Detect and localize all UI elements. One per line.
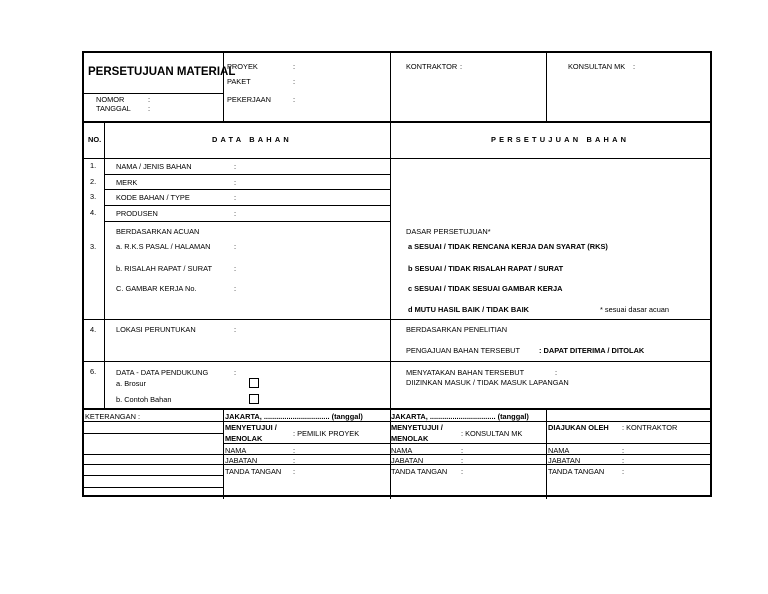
divider: [84, 487, 223, 488]
tanda-colon: :: [622, 467, 625, 476]
paket-colon: :: [293, 77, 296, 86]
menolak-label: MENOLAK: [225, 434, 263, 443]
divider: [104, 189, 390, 190]
kontraktor-label: KONTRAKTOR: [406, 62, 458, 71]
item-label: NAMA / JENIS BAHAN: [116, 162, 192, 171]
jabatan-label: JABATAN: [391, 456, 424, 465]
divider: [223, 443, 710, 444]
material-approval-form: [82, 51, 712, 497]
item-colon: :: [234, 264, 237, 273]
tanggal-label: TANGGAL: [96, 104, 131, 113]
item-number: 4.: [90, 325, 97, 334]
persetujuan-bahan-heading: PERSETUJUAN BAHAN: [491, 135, 630, 144]
konsultan-mk-label: : KONSULTAN MK: [461, 429, 523, 438]
acuan-title: BERDASARKAN ACUAN: [116, 227, 200, 236]
divider: [84, 361, 710, 362]
paket-label: PAKET: [227, 77, 251, 86]
acuan-c: C. GAMBAR KERJA No.: [116, 284, 197, 293]
item-label: PRODUSEN: [116, 209, 158, 218]
dasar-label: DASAR PERSETUJUAN*: [406, 227, 491, 236]
item-colon: :: [234, 284, 237, 293]
diajukan-label: DIAJUKAN OLEH: [548, 423, 609, 432]
divider: [546, 53, 547, 122]
item-number: 4.: [90, 208, 97, 217]
jabatan-label: JABATAN: [548, 456, 581, 465]
contoh-label: b. Contoh Bahan: [116, 395, 172, 404]
penelitian-label: BERDASARKAN PENELITIAN: [406, 325, 508, 334]
jabatan-colon: :: [622, 456, 625, 465]
divider: [104, 221, 390, 222]
nama-label: NAMA: [391, 446, 413, 455]
divider: [104, 174, 390, 175]
divider: [84, 93, 223, 94]
divider: [104, 205, 390, 206]
item-colon: :: [234, 178, 237, 187]
item-colon: :: [234, 325, 237, 334]
approval-note: * sesuai dasar acuan: [600, 305, 670, 314]
tanda-label: TANDA TANGAN: [391, 467, 448, 476]
divider: [223, 53, 224, 122]
pemilik-label: : PEMILIK PROYEK: [293, 429, 360, 438]
pekerjaan-colon: :: [293, 95, 296, 104]
nomor-colon: :: [148, 95, 151, 104]
nama-label: NAMA: [548, 446, 570, 455]
nomor-label: NOMOR: [96, 95, 125, 104]
menyatakan-label: MENYATAKAN BAHAN TERSEBUT: [406, 368, 525, 377]
diizinkan-label: DIIZINKAN MASUK / TIDAK MASUK LAPANGAN: [406, 378, 569, 387]
konsultan-label: KONSULTAN MK: [568, 62, 626, 71]
approval-c: c SESUAI / TIDAK SESUAI GAMBAR KERJA: [408, 284, 563, 293]
item-colon: :: [234, 193, 237, 202]
tanda-label: TANDA TANGAN: [548, 467, 605, 476]
menyetujui-label: MENYETUJUI /: [225, 423, 277, 432]
jabatan-colon: :: [293, 456, 296, 465]
item-number: 3.: [90, 192, 97, 201]
divider: [84, 421, 710, 422]
no-heading: NO.: [88, 135, 102, 144]
proyek-colon: :: [293, 62, 296, 71]
jakarta-date: JAKARTA, ................................ (tanggal): [391, 412, 529, 421]
kontraktor-colon: :: [460, 62, 463, 71]
divider: [84, 158, 710, 159]
form-title: PERSETUJUAN MATERIAL: [88, 66, 236, 78]
jakarta-date: JAKARTA, ................................ (tanggal): [225, 412, 363, 421]
item-colon: :: [234, 162, 237, 171]
tanggal-colon: :: [148, 104, 151, 113]
proyek-label: PROYEK: [227, 62, 258, 71]
keterangan-label: KETERANGAN :: [85, 412, 141, 421]
brosur-label: a. Brosur: [116, 379, 146, 388]
jabatan-label: JABATAN: [225, 456, 258, 465]
acuan-a: a. R.K.S PASAL / HALAMAN: [116, 242, 211, 251]
approval-b: b SESUAI / TIDAK RISALAH RAPAT / SURAT: [408, 264, 564, 273]
tanda-label: TANDA TANGAN: [225, 467, 282, 476]
menolak-label: MENOLAK: [391, 434, 429, 443]
tanda-colon: :: [293, 467, 296, 476]
nama-colon: :: [622, 446, 625, 455]
item-label: MERK: [116, 178, 138, 187]
item-label: KODE BAHAN / TYPE: [116, 193, 190, 202]
jabatan-colon: :: [461, 456, 464, 465]
pengajuan-label: PENGAJUAN BAHAN TERSEBUT: [406, 346, 521, 355]
result-label: : DAPAT DITERIMA / DITOLAK: [539, 346, 645, 355]
pekerjaan-label: PEKERJAAN: [227, 95, 271, 104]
divider: [84, 319, 710, 320]
data-bahan-heading: DATA BAHAN: [212, 135, 292, 144]
divider: [84, 433, 223, 434]
item-number: 6.: [90, 367, 97, 376]
kontraktor-footer-label: : KONTRAKTOR: [622, 423, 678, 432]
pendukung-label: DATA - DATA PENDUKUNG: [116, 368, 209, 377]
nama-colon: :: [293, 446, 296, 455]
konsultan-colon: :: [633, 62, 636, 71]
menyetujui-label: MENYETUJUI /: [391, 423, 443, 432]
item-colon: :: [234, 209, 237, 218]
lokasi-label: LOKASI PERUNTUKAN: [116, 325, 196, 334]
approval-a: a SESUAI / TIDAK RENCANA KERJA DAN SYARAT (RKS): [408, 242, 608, 251]
divider: [84, 475, 223, 476]
item-number: 2.: [90, 177, 97, 186]
divider: [84, 408, 710, 410]
tanda-colon: :: [461, 467, 464, 476]
menyatakan-colon: :: [555, 368, 558, 377]
item-colon: :: [234, 368, 237, 377]
divider: [84, 121, 710, 123]
nama-label: NAMA: [225, 446, 247, 455]
contoh-checkbox[interactable]: [249, 394, 259, 404]
item-number: 1.: [90, 161, 97, 170]
approval-d: d MUTU HASIL BAIK / TIDAK BAIK: [408, 305, 529, 314]
acuan-b: b. RISALAH RAPAT / SURAT: [116, 264, 212, 273]
divider: [390, 53, 391, 499]
item-colon: :: [234, 242, 237, 251]
brosur-checkbox[interactable]: [249, 378, 259, 388]
item-number: 3.: [90, 242, 97, 251]
nama-colon: :: [461, 446, 464, 455]
divider: [104, 122, 105, 409]
